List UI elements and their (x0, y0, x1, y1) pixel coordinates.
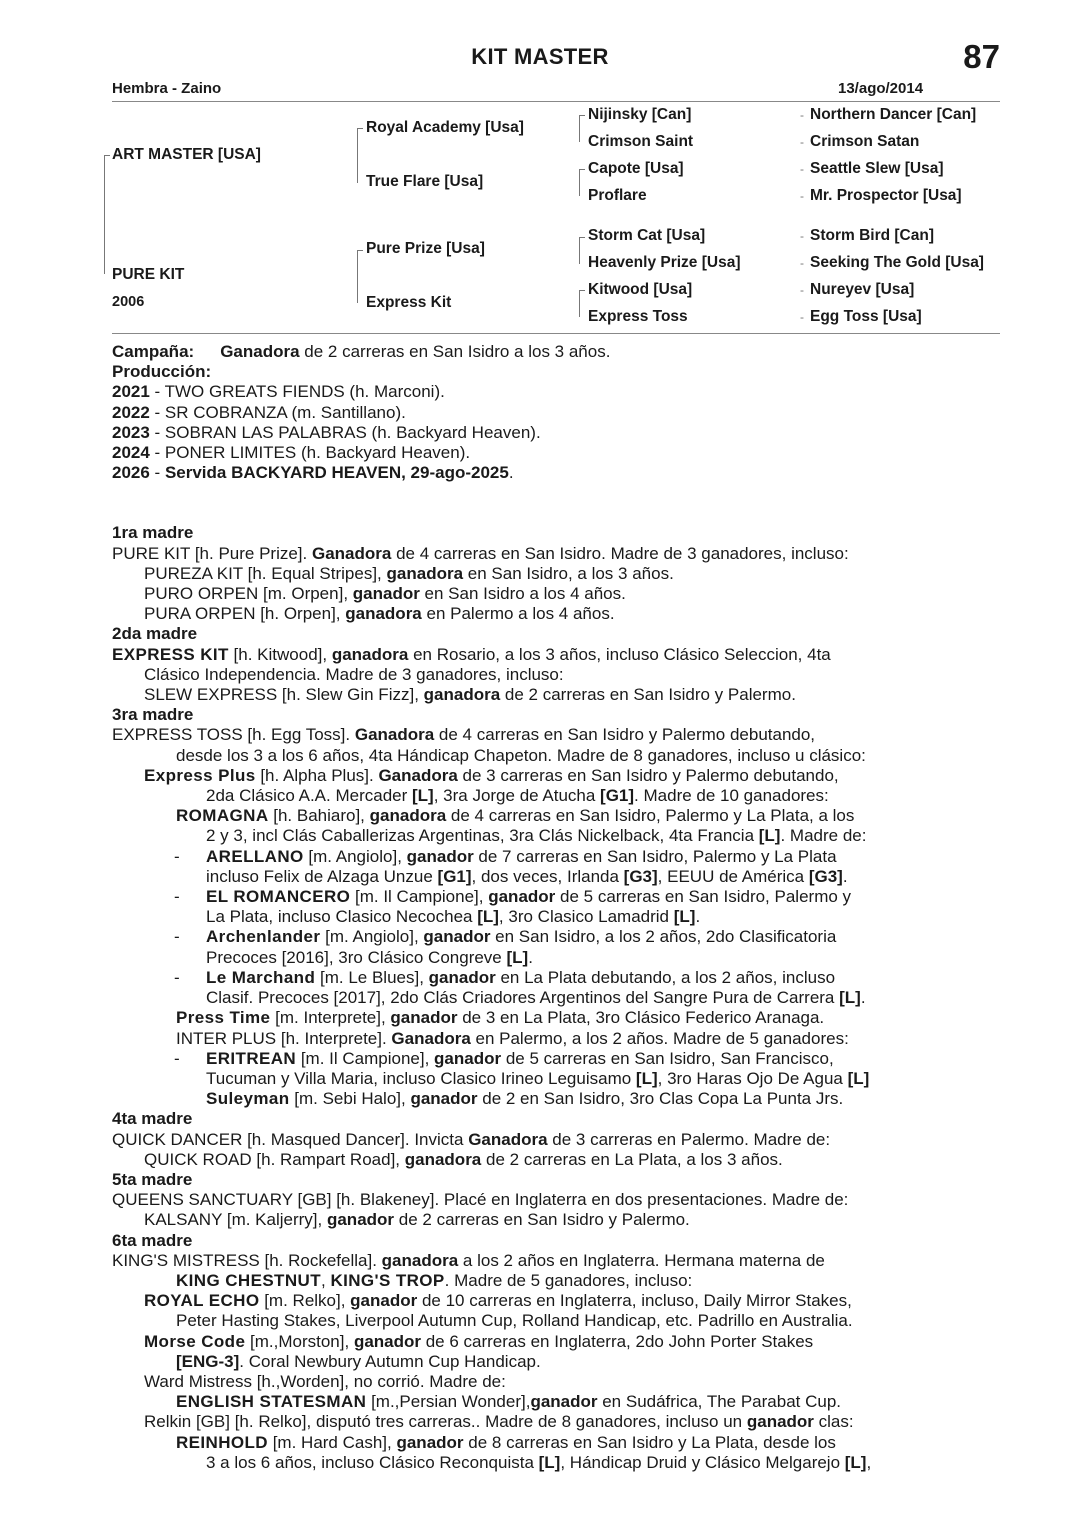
offspring-line-cont: [ENG-3]. Coral Newbury Autumn Cup Handicap. (176, 1351, 541, 1371)
offspring-line: - ERITREAN [m. Il Campione], ganador de 5 carreras en San Isidro, San Francisco, (174, 1048, 834, 1068)
offspring-line: - Le Marchand [m. Le Blues], ganador en La Plata debutando, a los 2 años, incluso (174, 967, 836, 987)
offspring-line: Suleyman [m. Sebi Halo], ganador de 2 en San Isidro, 3ro Clas Copa La Punta Jrs. (206, 1089, 844, 1109)
sex-color: Hembra - Zaino (112, 80, 222, 97)
dam-line: EXPRESS TOSS [h. Egg Toss]. Ganadora de 4 carreras en San Isidro y Palermo debutando, (112, 725, 816, 745)
pedigree-year: 2006 (112, 294, 145, 310)
production-item: 2023 - SOBRAN LAS PALABRAS (h. Backyard Heaven). (112, 422, 541, 442)
pedigree-dam: PURE KIT (112, 266, 185, 283)
offspring-line: - ARELLANO [m. Angiolo], ganador de 7 carreras en San Isidro, Palermo y La Plata (174, 846, 837, 866)
offspring-line: PURO ORPEN [m. Orpen], ganador en San Isidro a los 4 años. (144, 584, 626, 604)
offspring-line: REINHOLD [m. Hard Cash], ganador de 8 carreras en San Isidro y La Plata, desde los (176, 1432, 836, 1452)
pedigree-gen4-2: Crimson Satan (810, 133, 920, 150)
pedigree-bracket (579, 115, 585, 142)
pedigree-dash: - (800, 189, 804, 203)
campaign-winner: Ganadora (220, 342, 300, 361)
offspring-line-cont: 3 a los 6 años, incluso Clásico Reconquista [L], Hándicap Druid y Clásico Melgarejo [L], (206, 1452, 872, 1472)
offspring-line: PUREZA KIT [h. Equal Stripes], ganadora en San Isidro, a los 3 años. (144, 563, 674, 583)
pedigree-gen3-2: Crimson Saint (588, 133, 694, 150)
offspring-line: PURA ORPEN [h. Orpen], ganadora en Palermo a los 4 años. (144, 604, 615, 624)
pedigree-gen4-6: Seeking The Gold [Usa] (810, 254, 984, 271)
offspring-line: ROYAL ECHO [m. Relko], ganador de 10 carreras en Inglaterra, incluso, Daily Mirror Stakes, (144, 1291, 852, 1311)
document-body (112, 342, 1002, 1473)
offspring-line: Morse Code [m.,Morston], ganador de 6 carreras en Inglaterra, 2do John Porter Stakes (144, 1331, 814, 1351)
pedigree-gen4-1: Northern Dancer [Can] (810, 106, 977, 123)
campaign-text: de 2 carreras en San Isidro a los 3 años. (299, 342, 611, 361)
pedigree-dash: - (800, 108, 804, 122)
pedigree-bracket (579, 290, 585, 317)
pedigree-rule (112, 333, 1000, 334)
production-item: 2022 - SR COBRANZA (m. Santillano). (112, 402, 406, 422)
dam-line: EXPRESS KIT [h. Kitwood], ganadora en Rosario, a los 3 años, incluso Clásico Seleccion, 4ta (112, 644, 831, 664)
birth-date: 13/ago/2014 (838, 80, 924, 97)
production-item: 2024 - PONER LIMITES (h. Backyard Heaven). (112, 443, 471, 463)
pedigree-gen3-1: Nijinsky [Can] (588, 106, 692, 123)
dam-heading-2: 2da madre (112, 624, 198, 644)
offspring-line-cont: incluso Felix de Alzaga Unzue [G1], dos veces, Irlanda [G3], EEUU de América [G3]. (206, 866, 848, 886)
pedigree-bracket (104, 155, 110, 274)
dam-line: KING'S MISTRESS [h. Rockefella]. ganadora a los 2 años en Inglaterra. Hermana materna de (112, 1250, 825, 1270)
pedigree-gen3-5: Storm Cat [Usa] (588, 227, 706, 244)
offspring-line: Press Time [m. Interprete], ganador de 3 en La Plata, 3ro Clásico Federico Aranaga. (176, 1008, 825, 1028)
pedigree-gen4-5: Storm Bird [Can] (810, 227, 934, 244)
offspring-line: Express Plus [h. Alpha Plus]. Ganadora de 3 carreras en San Isidro y Palermo debutando, (144, 765, 839, 785)
campaign-line (112, 342, 1002, 362)
offspring-line: INTER PLUS [h. Interprete]. Ganadora en Palermo, a los 2 años. Madre de 5 ganadores: (176, 1028, 849, 1048)
dam-heading-4: 4ta madre (112, 1109, 193, 1129)
offspring-line-cont: Peter Hasting Stakes, Liverpool Autumn Cup, Rolland Handicap, etc. Padrillo en Australia. (176, 1311, 853, 1331)
dam-heading-1: 1ra madre (112, 523, 194, 543)
pedigree-bracket (579, 169, 585, 196)
pedigree-gen4-3: Seattle Slew [Usa] (810, 160, 944, 177)
offspring-line-cont: Clasif. Precoces [2017], 2do Clás Criadores Argentinos del Sangre Pura de Carrera [L]. (206, 988, 866, 1008)
pedigree-gen3-4: Proflare (588, 187, 647, 204)
pedigree-gen3-6: Heavenly Prize [Usa] (588, 254, 741, 271)
pedigree-dash: - (800, 283, 804, 297)
pedigree-bracket (579, 237, 585, 264)
header-rule (112, 101, 1000, 102)
offspring-line: - Archenlander [m. Angiolo], ganador en San Isidro, a los 2 años, 2do Clasificatoria (174, 927, 837, 947)
offspring-line-cont: Precoces [2016], 3ro Clásico Congreve [L]. (206, 947, 533, 967)
page-number: 87 (963, 38, 1000, 75)
dam-line: QUICK DANCER [h. Masqued Dancer]. Invicta Ganadora de 3 carreras en Palermo. Madre de: (112, 1129, 831, 1149)
dam-line-cont: KING CHESTNUT, KING'S TROP. Madre de 5 ganadores, incluso: (176, 1270, 693, 1290)
pedigree-dash: - (800, 310, 804, 324)
pedigree-gen3-7: Kitwood [Usa] (588, 281, 693, 298)
pedigree-bracket (357, 250, 363, 303)
dam-heading-5: 5ta madre (112, 1169, 193, 1189)
pedigree-dash: - (800, 256, 804, 270)
pedigree-gen2-3: Pure Prize [Usa] (366, 240, 485, 257)
pedigree-gen4-8: Egg Toss [Usa] (810, 308, 922, 325)
dam-line-cont: desde los 3 a los 6 años, 4ta Hándicap Chapeton. Madre de 8 ganadores, incluso u clásico: (176, 745, 866, 765)
offspring-line-cont: 2da Clásico A.A. Mercader [L], 3ra Jorge de Atucha [G1]. Madre de 10 ganadores: (206, 786, 829, 806)
offspring-line: Relkin [GB] [h. Relko], disputó tres carreras.. Madre de 8 ganadores, incluso un ganador clas: (144, 1412, 854, 1432)
offspring-line-cont: 2 y 3, incl Clás Caballerizas Argentinas, 3ra Clás Nickelback, 4ta Francia [L]. Madre de: (206, 826, 867, 846)
horse-name-title: KIT MASTER (471, 44, 609, 69)
production-item: 2021 - TWO GREATS FIENDS (h. Marconi). (112, 382, 445, 402)
campaign-label: Campaña: (112, 342, 195, 361)
pedigree-gen3-8: Express Toss (588, 308, 688, 325)
dam-line-cont: Clásico Independencia. Madre de 3 ganadores, incluso: (144, 664, 564, 684)
pedigree-gen2-4: Express Kit (366, 294, 452, 311)
pedigree-gen2-2: True Flare [Usa] (366, 173, 484, 190)
pedigree-dash: - (800, 135, 804, 149)
production-item: 2026 - Servida BACKYARD HEAVEN, 29-ago-2025. (112, 463, 514, 483)
dam-line: QUEENS SANCTUARY [GB] [h. Blakeney]. Placé en Inglaterra en dos presentaciones. Madre de: (112, 1190, 849, 1210)
pedigree-gen4-4: Mr. Prospector [Usa] (810, 187, 962, 204)
dam-heading-6: 6ta madre (112, 1230, 193, 1250)
pedigree-gen2-1: Royal Academy [Usa] (366, 119, 524, 136)
offspring-line: SLEW EXPRESS [h. Slew Gin Fizz], ganadora de 2 carreras en San Isidro y Palermo. (144, 685, 796, 705)
pedigree-gen4-7: Nureyev [Usa] (810, 281, 915, 298)
pedigree-gen3-3: Capote [Usa] (588, 160, 684, 177)
pedigree-bracket (357, 128, 363, 183)
offspring-line-cont: Tucuman y Villa Maria, incluso Clasico Irineo Leguisamo [L], 3ro Haras Ojo De Agua [L] (206, 1068, 870, 1088)
dam-heading-3: 3ra madre (112, 705, 194, 725)
offspring-line: - EL ROMANCERO [m. Il Campione], ganador de 5 carreras en San Isidro, Palermo y (174, 887, 852, 907)
offspring-line: ROMAGNA [h. Bahiaro], ganadora de 4 carreras en San Isidro, Palermo y La Plata, a los (176, 806, 855, 826)
dam-line: PURE KIT [h. Pure Prize]. Ganadora de 4 carreras en San Isidro. Madre de 3 ganadores, incluso: (112, 543, 849, 563)
offspring-line: KALSANY [m. Kaljerry], ganador de 2 carreras en San Isidro y Palermo. (144, 1210, 690, 1230)
offspring-line: QUICK ROAD [h. Rampart Road], ganadora de 2 carreras en La Plata, a los 3 años. (144, 1149, 783, 1169)
offspring-line: Ward Mistress [h.,Worden], no corrió. Madre de: (144, 1371, 506, 1391)
production-label: Producción: (112, 362, 212, 382)
pedigree-dash: - (800, 229, 804, 243)
offspring-line: ENGLISH STATESMAN [m.,Persian Wonder],ganador en Sudáfrica, The Parabat Cup. (176, 1392, 842, 1412)
pedigree-sire: ART MASTER [USA] (112, 146, 261, 163)
pedigree-dash: - (800, 162, 804, 176)
offspring-line-cont: La Plata, incluso Clasico Necochea [L], 3ro Clasico Lamadrid [L]. (206, 907, 701, 927)
